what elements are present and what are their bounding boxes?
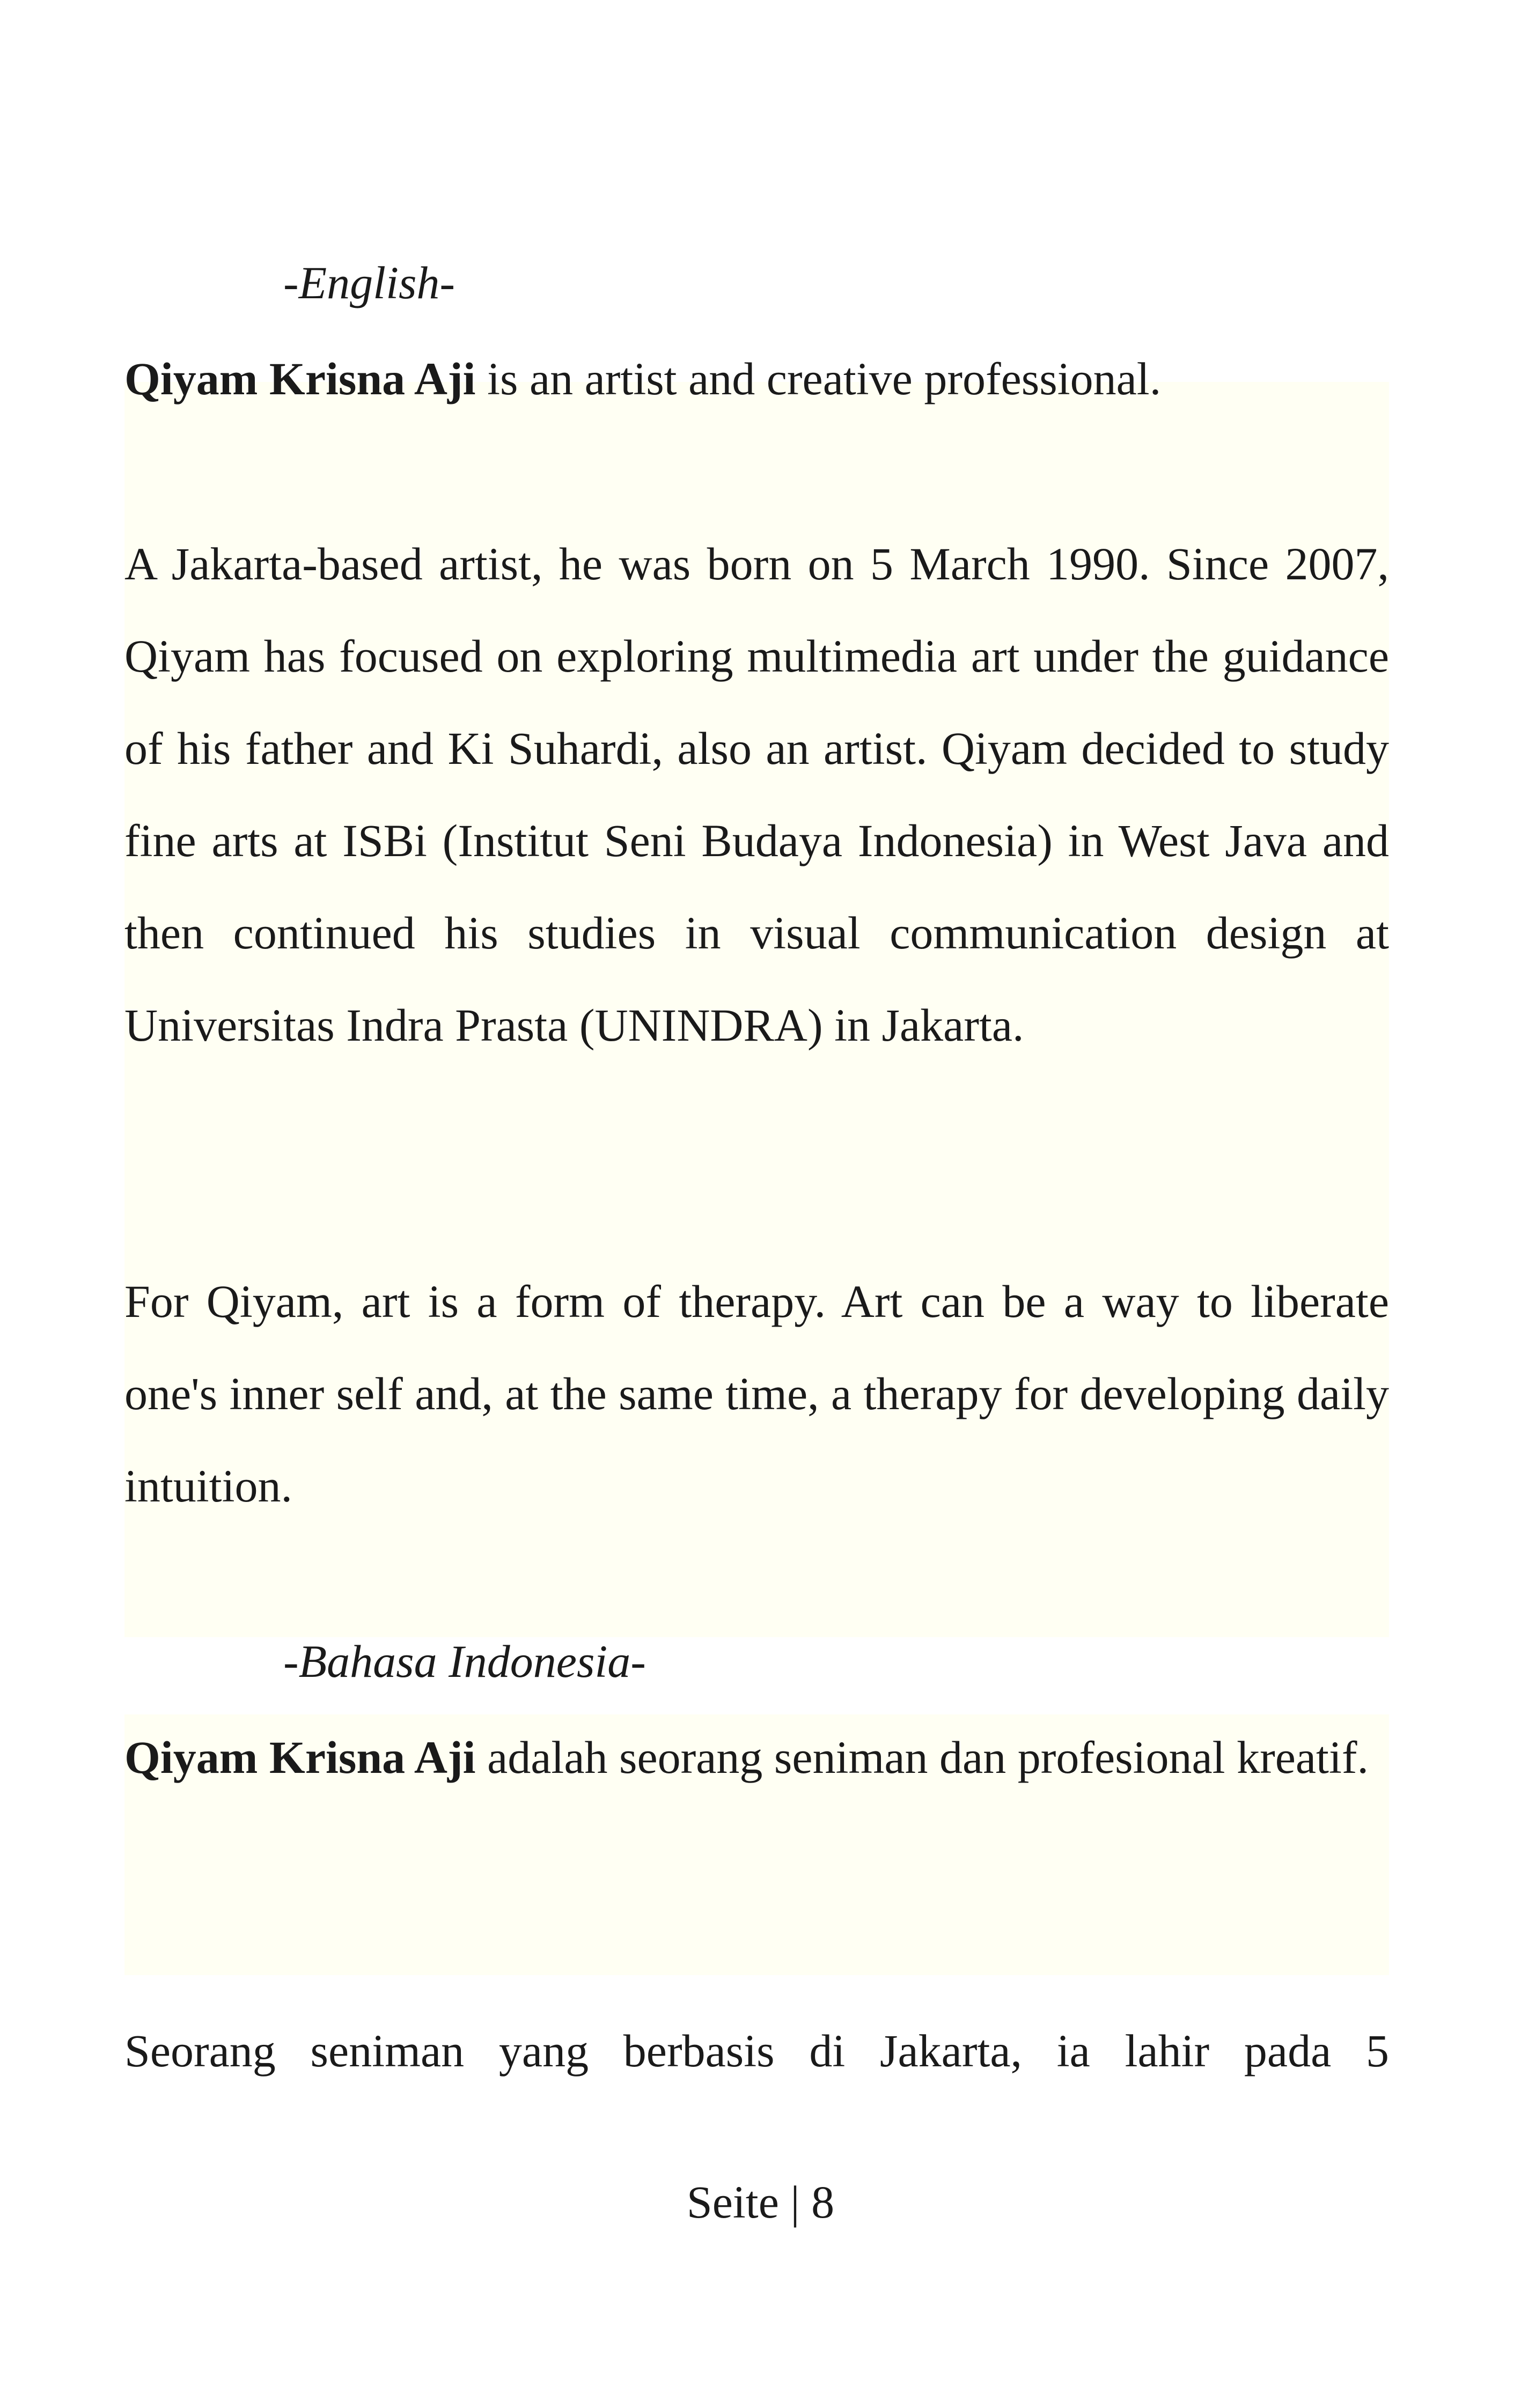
indonesian-heading: -Bahasa Indonesia- — [283, 1636, 646, 1687]
indonesian-intro-paragraph — [124, 1711, 1389, 1803]
indonesian-biography-paragraph: Seorang seniman yang berbasis di Jakarta, ia lahir pada 5 — [124, 2025, 1389, 2076]
indonesian-intro-text: adalah seorang seniman dan profesional kreatif. — [475, 1732, 1369, 1783]
artist-name: Qiyam Krisna Aji — [124, 353, 476, 404]
english-intro-text: is an artist and creative professional. — [475, 353, 1162, 404]
english-heading: -English- — [283, 257, 455, 308]
english-biography-paragraph: A Jakarta-based artist, he was born on 5 March 1990. Since 2007, Qiyam has focused on exploring multimedia art under the guidance of his father and Ki Suhardi, also an artist. Qiyam decided to study fine arts at ISBi (Institut Seni Budaya Indonesia) in West Java and then continued his studies in visual communication design at Universitas Indra Prasta (UNINDRA) in Jakarta. — [124, 538, 1389, 1051]
english-art-philosophy-paragraph: For Qiyam, art is a form of therapy. Art can be a way to liberate one's inner self and, at the same time, a therapy for developing daily intuition. — [124, 1276, 1389, 1512]
artist-name-indonesian: Qiyam Krisna Aji — [124, 1732, 476, 1783]
page-number-footer: Seite | 8 — [686, 2176, 835, 2228]
english-intro-paragraph — [124, 333, 1389, 425]
